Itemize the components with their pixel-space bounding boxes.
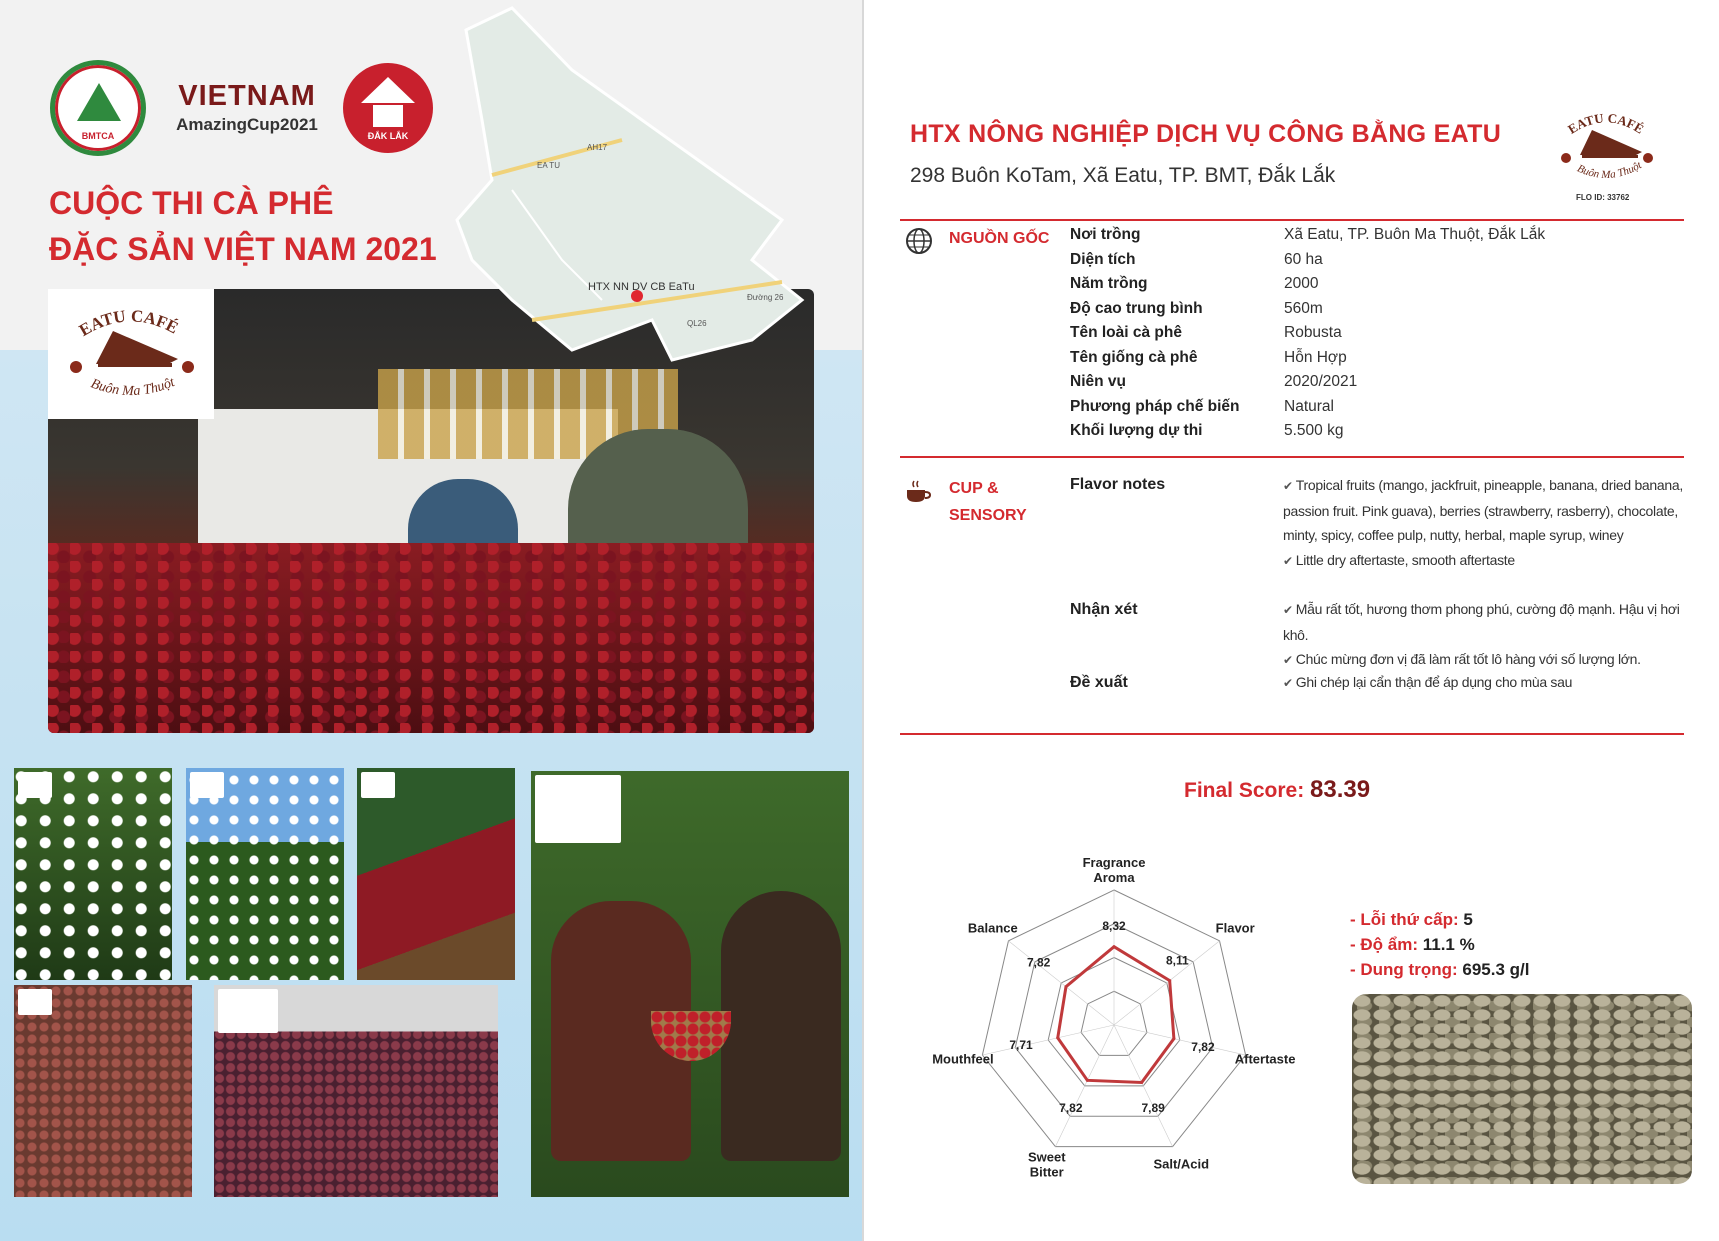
event-brand <box>172 80 322 135</box>
svg-text:Buôn Ma Thuột: Buôn Ma Thuột <box>88 375 177 400</box>
radar-point <box>1140 1081 1143 1084</box>
radar-axis-label: Aftertaste <box>1234 1051 1296 1067</box>
photo-coffee-flowers <box>14 768 172 980</box>
photo-coffee-trees <box>186 768 344 980</box>
radar-axis-label: Sweet Bitter <box>1027 1149 1066 1180</box>
divider <box>900 219 1684 221</box>
location-map <box>452 0 862 420</box>
radar-value-label: 7,82 <box>1059 1100 1083 1115</box>
radar-value-label: 8,11 <box>1165 953 1189 968</box>
event-brand-line2: AmazingCup2021 <box>176 115 318 134</box>
stat-row: - Lỗi thứ cấp: 5 <box>1350 910 1473 929</box>
right-page: HTX NÔNG NGHIỆP DỊCH VỤ CÔNG BẰNG EATU 298 Buôn KoTam, Xã Eatu, TP. BMT, Đắk Lắk EATU CAFÉ Buôn Ma Thuột FLO ID: 33762 NGUỒN GỐC Nơi trồng Xã Eatu, TP. Buôn Ma Thuột, Đắk Lắk Diện tích 60 ha Năm trồng 2000 Độ cao trung bình 560m Tên loài cà phê Robusta Tên giống cà phê Hỗn Hợp Niên vụ 2020/2021 Phương pháp chế biến Natural Khối lượng dự thi 5.500 kg CUP & SENSORY Flavor notes ✔ Tropical fruits (mango, jackfruit, pineapple, banana, dried banana, passion fruit. Pink guava), berries (strawberry, rasberry), chocolate, minty, spicy, coffee pulp, nutty, herbal, maple syrup, winey ✔ Little dry aftertaste, smooth aftertaste Nhận xét ✔ Mẫu rất tốt, hương thơm phong phú, cường độ mạnh. Hậu vị hơi khô. ✔ Chúc mừng đơn vị đã làm rất tốt lô hàng với số lượng lớn. Đề xuất ✔ Ghi chép lại cẩn thận để áp dụng cho mùa sau Final Score: 83.39 8,32 8,11 7,82 7,89 7,82 7,71 7,82 Fragrance Aroma Flavor Aftertaste Salt/Acid Sweet Bitter Mouthfeel Balance - Lỗi thứ cấp: 5 - Độ ẩm: 11.1 % - Dung trọng: 695.3 g/l <box>864 0 1719 1241</box>
globe-icon <box>904 226 934 256</box>
coffee-cup-icon <box>904 478 932 506</box>
eatu-cafe-badge <box>48 289 214 419</box>
check-icon: ✔ <box>1283 653 1293 667</box>
divider <box>900 733 1684 735</box>
origin-title: NGUỒN GỐC <box>949 230 1050 247</box>
check-icon: ✔ <box>1283 603 1293 617</box>
svg-text:Đường 26: Đường 26 <box>747 293 784 302</box>
svg-text:EATU CAFÉ: EATU CAFÉ <box>75 306 182 341</box>
radar-point <box>1056 1036 1059 1039</box>
radar-axis-line <box>982 1025 1114 1055</box>
mini-eatu-badge <box>18 989 52 1015</box>
comment-item: ✔ Mẫu rất tốt, hương thơm phong phú, cường độ mạnh. Hậu vị hơi khô. <box>1283 601 1680 643</box>
map-marker-label: HTX NN DV CB EaTu <box>588 281 695 293</box>
bmtca-logo: BMTCA <box>50 60 146 156</box>
suggestion-label: Đề xuất <box>1070 674 1128 691</box>
check-icon: ✔ <box>1283 676 1293 690</box>
svg-text:AH17: AH17 <box>587 143 608 152</box>
radar-value-label: 7,82 <box>1191 1040 1215 1055</box>
radar-axis-label: Balance <box>967 920 1018 936</box>
mini-eatu-badge <box>535 775 621 843</box>
radar-point <box>1064 985 1067 988</box>
flavor-notes-label: Flavor notes <box>1070 476 1166 493</box>
flo-id: FLO ID: 33762 <box>1576 193 1630 202</box>
eatu-cafe-logo <box>1546 100 1666 200</box>
radar-point <box>1113 945 1116 948</box>
radar-value-label: 7,89 <box>1141 1100 1165 1115</box>
final-score-value: 83.39 <box>1310 776 1371 803</box>
radar-axis-label: Salt/Acid <box>1153 1156 1210 1172</box>
flavor-note: ✔ Tropical fruits (mango, jackfruit, pineapple, banana, dried banana, passion fruit. Pink guava), berries (strawberry, rasberry), chocolate, minty, spicy, coffee pulp, nutty, herbal, maple syrup, winey <box>1283 477 1683 543</box>
radar-point <box>1086 1079 1089 1082</box>
svg-text:Buôn Ma Thuột: Buôn Ma Thuột <box>1575 159 1644 182</box>
mini-eatu-badge <box>190 772 224 798</box>
svg-text:EATU CAFÉ: EATU CAFÉ <box>1565 110 1647 137</box>
divider <box>900 456 1684 458</box>
radar-axis-line <box>1114 1025 1246 1055</box>
photo-drying-beds-1 <box>14 985 192 1197</box>
mini-eatu-badge <box>218 989 278 1033</box>
contest-title: CUỘC THI CÀ PHÊ ĐẶC SẢN VIỆT NAM 2021 <box>49 185 437 267</box>
coop-address: 298 Buôn KoTam, Xã Eatu, TP. BMT, Đắk Lắk <box>910 164 1336 187</box>
flavor-notes <box>1283 473 1705 573</box>
radar-axis-label: Flavor <box>1215 920 1255 936</box>
cup-title: CUP & SENSORY <box>949 480 1027 524</box>
radar-value-label: 8,32 <box>1102 919 1126 933</box>
check-icon: ✔ <box>1283 553 1293 568</box>
photo-coffee-harvest-sacks <box>357 768 515 980</box>
flavor-note: ✔ Little dry aftertaste, smooth aftertaste <box>1283 551 1515 568</box>
final-score: Final Score: 83.39 <box>1184 776 1371 803</box>
comments <box>1283 597 1705 673</box>
radar-axis-label: Fragrance Aroma <box>1082 855 1146 885</box>
green-bean-photo <box>1352 994 1692 1184</box>
event-brand-line1: VIETNAM <box>178 80 316 112</box>
radar-point <box>1172 1037 1175 1040</box>
suggestions <box>1283 670 1705 696</box>
radar-series-line <box>1058 947 1174 1083</box>
radar-value-label: 7,71 <box>1009 1038 1033 1053</box>
mini-eatu-badge <box>361 772 395 798</box>
radar-value-label: 7,82 <box>1026 955 1051 970</box>
bean-stats <box>1350 907 1529 982</box>
daklak-logo: ĐẮK LẮK <box>343 63 433 153</box>
comment-item: ✔ Chúc mừng đơn vị đã làm rất tốt lô hàng với số lượng lớn. <box>1283 651 1641 667</box>
svg-text:EA TU: EA TU <box>537 161 560 170</box>
suggestion-item: ✔ Ghi chép lại cẩn thận để áp dụng cho mùa sau <box>1283 674 1573 690</box>
radar-axis-label: Mouthfeel <box>932 1051 994 1067</box>
check-icon: ✔ <box>1283 479 1293 493</box>
radar-point <box>1168 979 1171 982</box>
coop-name: HTX NÔNG NGHIỆP DỊCH VỤ CÔNG BẰNG EATU <box>910 120 1502 148</box>
stat-row: - Dung trọng: 695.3 g/l <box>1350 960 1530 979</box>
svg-text:QL26: QL26 <box>687 319 707 328</box>
mini-eatu-badge <box>18 772 52 798</box>
stat-row: - Độ ẩm: 11.1 % <box>1350 935 1475 954</box>
comment-label: Nhận xét <box>1070 601 1138 618</box>
sensory-radar-chart <box>904 850 1324 1190</box>
